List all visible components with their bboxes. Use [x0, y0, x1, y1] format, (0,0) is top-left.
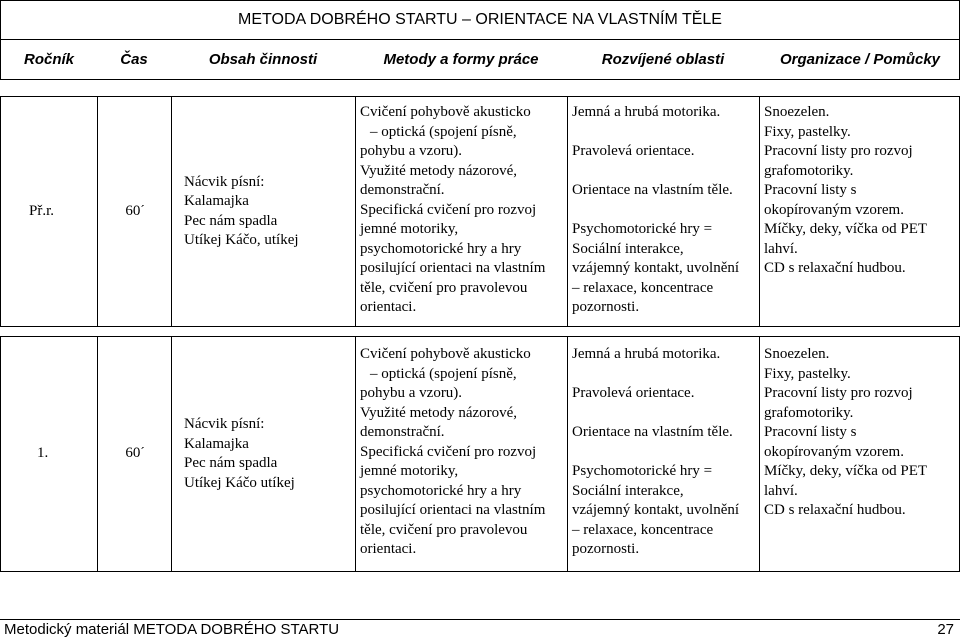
header-cas: Čas	[120, 51, 148, 68]
metody-line: – optická (spojení písně,	[370, 365, 517, 382]
organizace-line: Fixy, pastelky.	[764, 123, 851, 140]
oblasti-line: Jemná a hrubá motorika.	[572, 346, 721, 362]
organizace-line: Fixy, pastelky.	[764, 365, 851, 382]
metody-line: demonstrační.	[360, 424, 445, 440]
organizace-line: grafomotoriky.	[764, 404, 854, 421]
oblasti-line: Jemná a hrubá motorika.	[572, 104, 721, 120]
obsah-line: Kalamajka	[184, 193, 249, 209]
cas-value: 60	[125, 445, 141, 462]
footer-document-name: Metodický materiál METODA DOBRÉHO STARTU	[4, 621, 340, 638]
table-row	[0, 336, 960, 572]
oblasti-line: pozornosti.	[572, 299, 640, 315]
organizace-line: Snoezelen.	[764, 346, 830, 362]
metody-line: Využité metody názorové,	[360, 162, 518, 179]
organizace-line: Pracovní listy pro rozvoj	[764, 143, 913, 159]
organizace-line: Pracovní listy s	[764, 424, 857, 440]
cell-rocnik	[37, 337, 95, 571]
oblasti-line: Psychomotorické hry =	[572, 221, 713, 237]
organizace-line: Míčky, deky, víčka od PET	[764, 463, 928, 479]
organizace-line: CD s relaxační hudbou.	[764, 502, 906, 518]
metody-line: Specifická cvičení pro rozvoj	[360, 443, 537, 460]
obsah-line: Nácvik písní:	[184, 416, 265, 432]
metody-line: jemné motoriky,	[360, 221, 459, 237]
metody-line: psychomotorické hry a hry	[360, 240, 522, 257]
cell-oblasti	[567, 97, 760, 326]
header-oblasti: Rozvíjené oblasti	[601, 51, 725, 68]
metody-line: posilující orientaci na vlastním	[360, 260, 546, 276]
document-title: METODA DOBRÉHO STARTU – ORIENTACE NA VLASTNÍM TĚLE	[0, 0, 960, 40]
metody-line: demonstrační.	[360, 182, 445, 198]
cell-cas	[97, 97, 172, 326]
metody-line: Využité metody názorové,	[360, 404, 518, 421]
rocnik-value: 1.	[37, 445, 49, 462]
header-metody: Metody a formy práce	[383, 51, 539, 68]
oblasti-line: Pravolevá orientace.	[572, 143, 695, 159]
metody-line: orientaci.	[360, 299, 417, 315]
metody-line: psychomotorické hry a hry	[360, 482, 522, 499]
organizace-line: Snoezelen.	[764, 104, 830, 120]
obsah-line: Nácvik písní:	[184, 173, 265, 190]
oblasti-line: Pravolevá orientace.	[572, 385, 695, 401]
cell-oblasti	[567, 337, 760, 571]
footer-divider	[0, 619, 960, 620]
table-row	[0, 96, 960, 327]
cas-mark: ´	[140, 201, 145, 217]
table-header-row	[0, 40, 960, 80]
cell-obsah	[171, 97, 356, 326]
oblasti-line: Psychomotorické hry =	[572, 463, 713, 479]
organizace-line: CD s relaxační hudbou.	[764, 260, 906, 276]
obsah-line: Utíkej Káčo, utíkej	[184, 232, 299, 248]
oblasti-line: pozornosti.	[572, 541, 640, 557]
oblasti-line: – relaxace, koncentrace	[572, 279, 714, 296]
cell-organizace	[759, 97, 960, 326]
oblasti-line: – relaxace, koncentrace	[572, 521, 714, 538]
metody-line: Specifická cvičení pro rozvoj	[360, 201, 537, 218]
cas-mark: ´	[140, 444, 145, 460]
organizace-line: okopírovaným vzorem.	[764, 201, 904, 218]
header-rocnik: Ročník	[23, 51, 74, 68]
organizace-line: Pracovní listy pro rozvoj	[764, 385, 913, 401]
oblasti-line: Orientace na vlastním těle.	[572, 424, 733, 440]
metody-line: Cvičení pohybově akusticko	[360, 346, 531, 362]
metody-line: pohybu a vzoru).	[360, 143, 463, 159]
obsah-line: Kalamajka	[184, 435, 249, 452]
footer-page-number: 27	[937, 621, 954, 638]
obsah-line: Pec nám spadla	[184, 455, 278, 471]
cell-metody	[355, 97, 568, 326]
rocnik-value: Př.r.	[29, 202, 55, 219]
organizace-line: Pracovní listy s	[764, 182, 857, 198]
organizace-line: lahví.	[764, 482, 798, 499]
metody-line: těle, cvičení pro pravolevou	[360, 521, 528, 538]
organizace-line: lahví.	[764, 240, 798, 257]
metody-line: orientaci.	[360, 541, 417, 557]
header-organizace: Organizace / Pomůcky	[779, 51, 941, 68]
oblasti-line: Orientace na vlastním těle.	[572, 182, 733, 198]
header-obsah: Obsah činnosti	[208, 51, 318, 68]
cell-organizace	[759, 337, 960, 571]
metody-line: posilující orientaci na vlastním	[360, 502, 546, 518]
cas-value: 60	[125, 202, 141, 219]
organizace-line: grafomotoriky.	[764, 162, 854, 179]
oblasti-line: Sociální interakce,	[572, 240, 684, 257]
obsah-line: Pec nám spadla	[184, 212, 278, 229]
metody-line: jemné motoriky,	[360, 463, 459, 479]
cell-metody	[355, 337, 568, 571]
oblasti-line: vzájemný kontakt, uvolnění	[572, 502, 740, 518]
cell-obsah	[171, 337, 356, 571]
organizace-line: okopírovaným vzorem.	[764, 443, 904, 460]
cell-cas	[97, 337, 172, 571]
oblasti-line: Sociální interakce,	[572, 482, 684, 499]
metody-line: pohybu a vzoru).	[360, 385, 463, 401]
metody-line: těle, cvičení pro pravolevou	[360, 279, 528, 296]
metody-line: – optická (spojení písně,	[370, 123, 517, 140]
oblasti-line: vzájemný kontakt, uvolnění	[572, 260, 740, 276]
metody-line: Cvičení pohybově akusticko	[360, 104, 531, 120]
obsah-line: Utíkej Káčo utíkej	[184, 474, 295, 491]
cell-rocnik	[29, 97, 95, 326]
organizace-line: Míčky, deky, víčka od PET	[764, 221, 928, 237]
